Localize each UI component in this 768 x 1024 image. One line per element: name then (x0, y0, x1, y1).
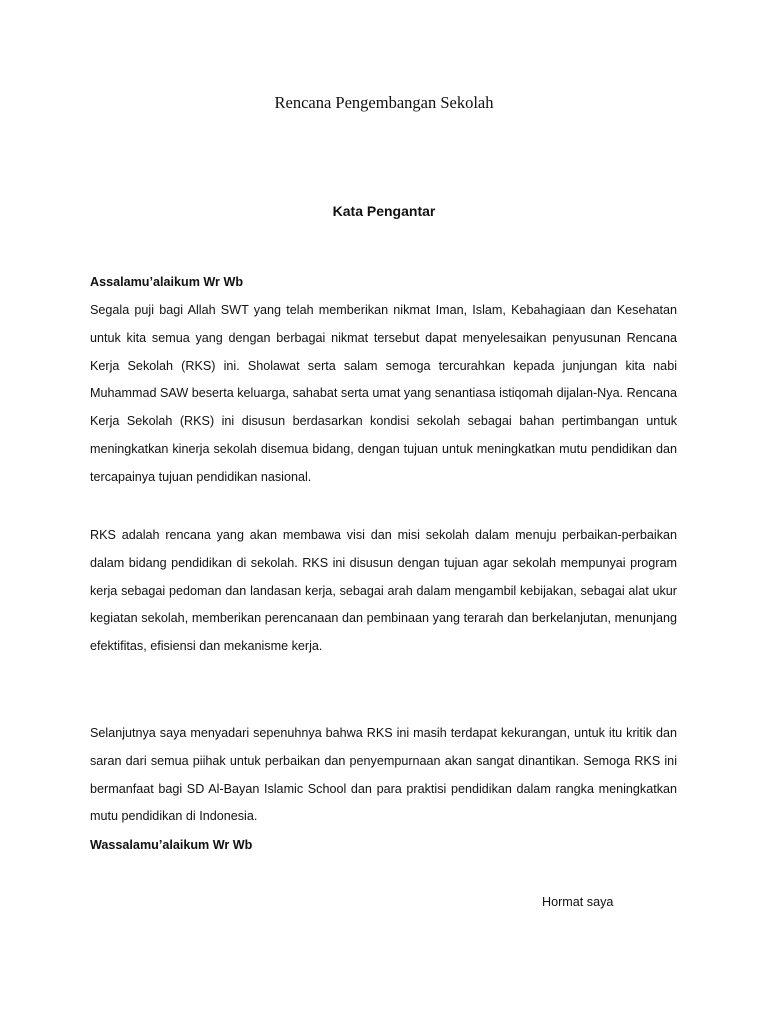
closing-greeting: Wassalamu’alaikum Wr Wb (90, 838, 253, 852)
signoff-text: Hormat saya (542, 895, 614, 909)
document-title: Rencana Pengembangan Sekolah (274, 93, 494, 112)
paragraph-1: Segala puji bagi Allah SWT yang telah memberikan nikmat Iman, Islam, Kebahagiaan dan Kesehatan untuk kita semua yang dengan berbagai nikmat tersebut dapat menyelesaikan penyusunan Rencana Kerja Sekolah (RKS) ini. Sholawat serta salam semoga tercurahkan kepada junjungan kita nabi Muhammad SAW beserta keluarga, sahabat serta umat yang senantiasa istiqomah dijalan-Nya. Rencana Kerja Sekolah (RKS) ini disusun berdasarkan kondisi sekolah sebagai bahan pertimbangan untuk meningkatkan kinerja sekolah disemua bidang, dengan tujuan untuk meningkatkan mutu pendidikan dan tercapainya tujuan pendidikan nasional. (90, 303, 677, 484)
paragraph-3: Selanjutnya saya menyadari sepenuhnya bahwa RKS ini masih terdapat kekurangan, untuk itu kritik dan saran dari semua piihak untuk perbaikan dan penyempurnaan akan sangat dinantikan. Semoga RKS ini bermanfaat bagi SD Al-Bayan Islamic School dan para praktisi pendidikan dalam rangka meningkatkan mutu pendidikan di Indonesia. (90, 726, 677, 824)
paragraph-2: RKS adalah rencana yang akan membawa visi dan misi sekolah dalam menuju perbaikan-perbaikan dalam bidang pendidikan di sekolah. RKS ini disusun dengan tujuan agar sekolah mempunyai program kerja sebagai pedoman dan landasan kerja, sebagai arah dalam mengambil kebijakan, sebagai alat ukur kegiatan sekolah, memberikan perencanaan dan pembinaan yang terarah dan berkelanjutan, menunjang efektifitas, efisiensi dan mekanisme kerja. (90, 528, 677, 654)
section-heading: Kata Pengantar (332, 203, 436, 219)
opening-greeting: Assalamu’alaikum Wr Wb (90, 275, 244, 289)
